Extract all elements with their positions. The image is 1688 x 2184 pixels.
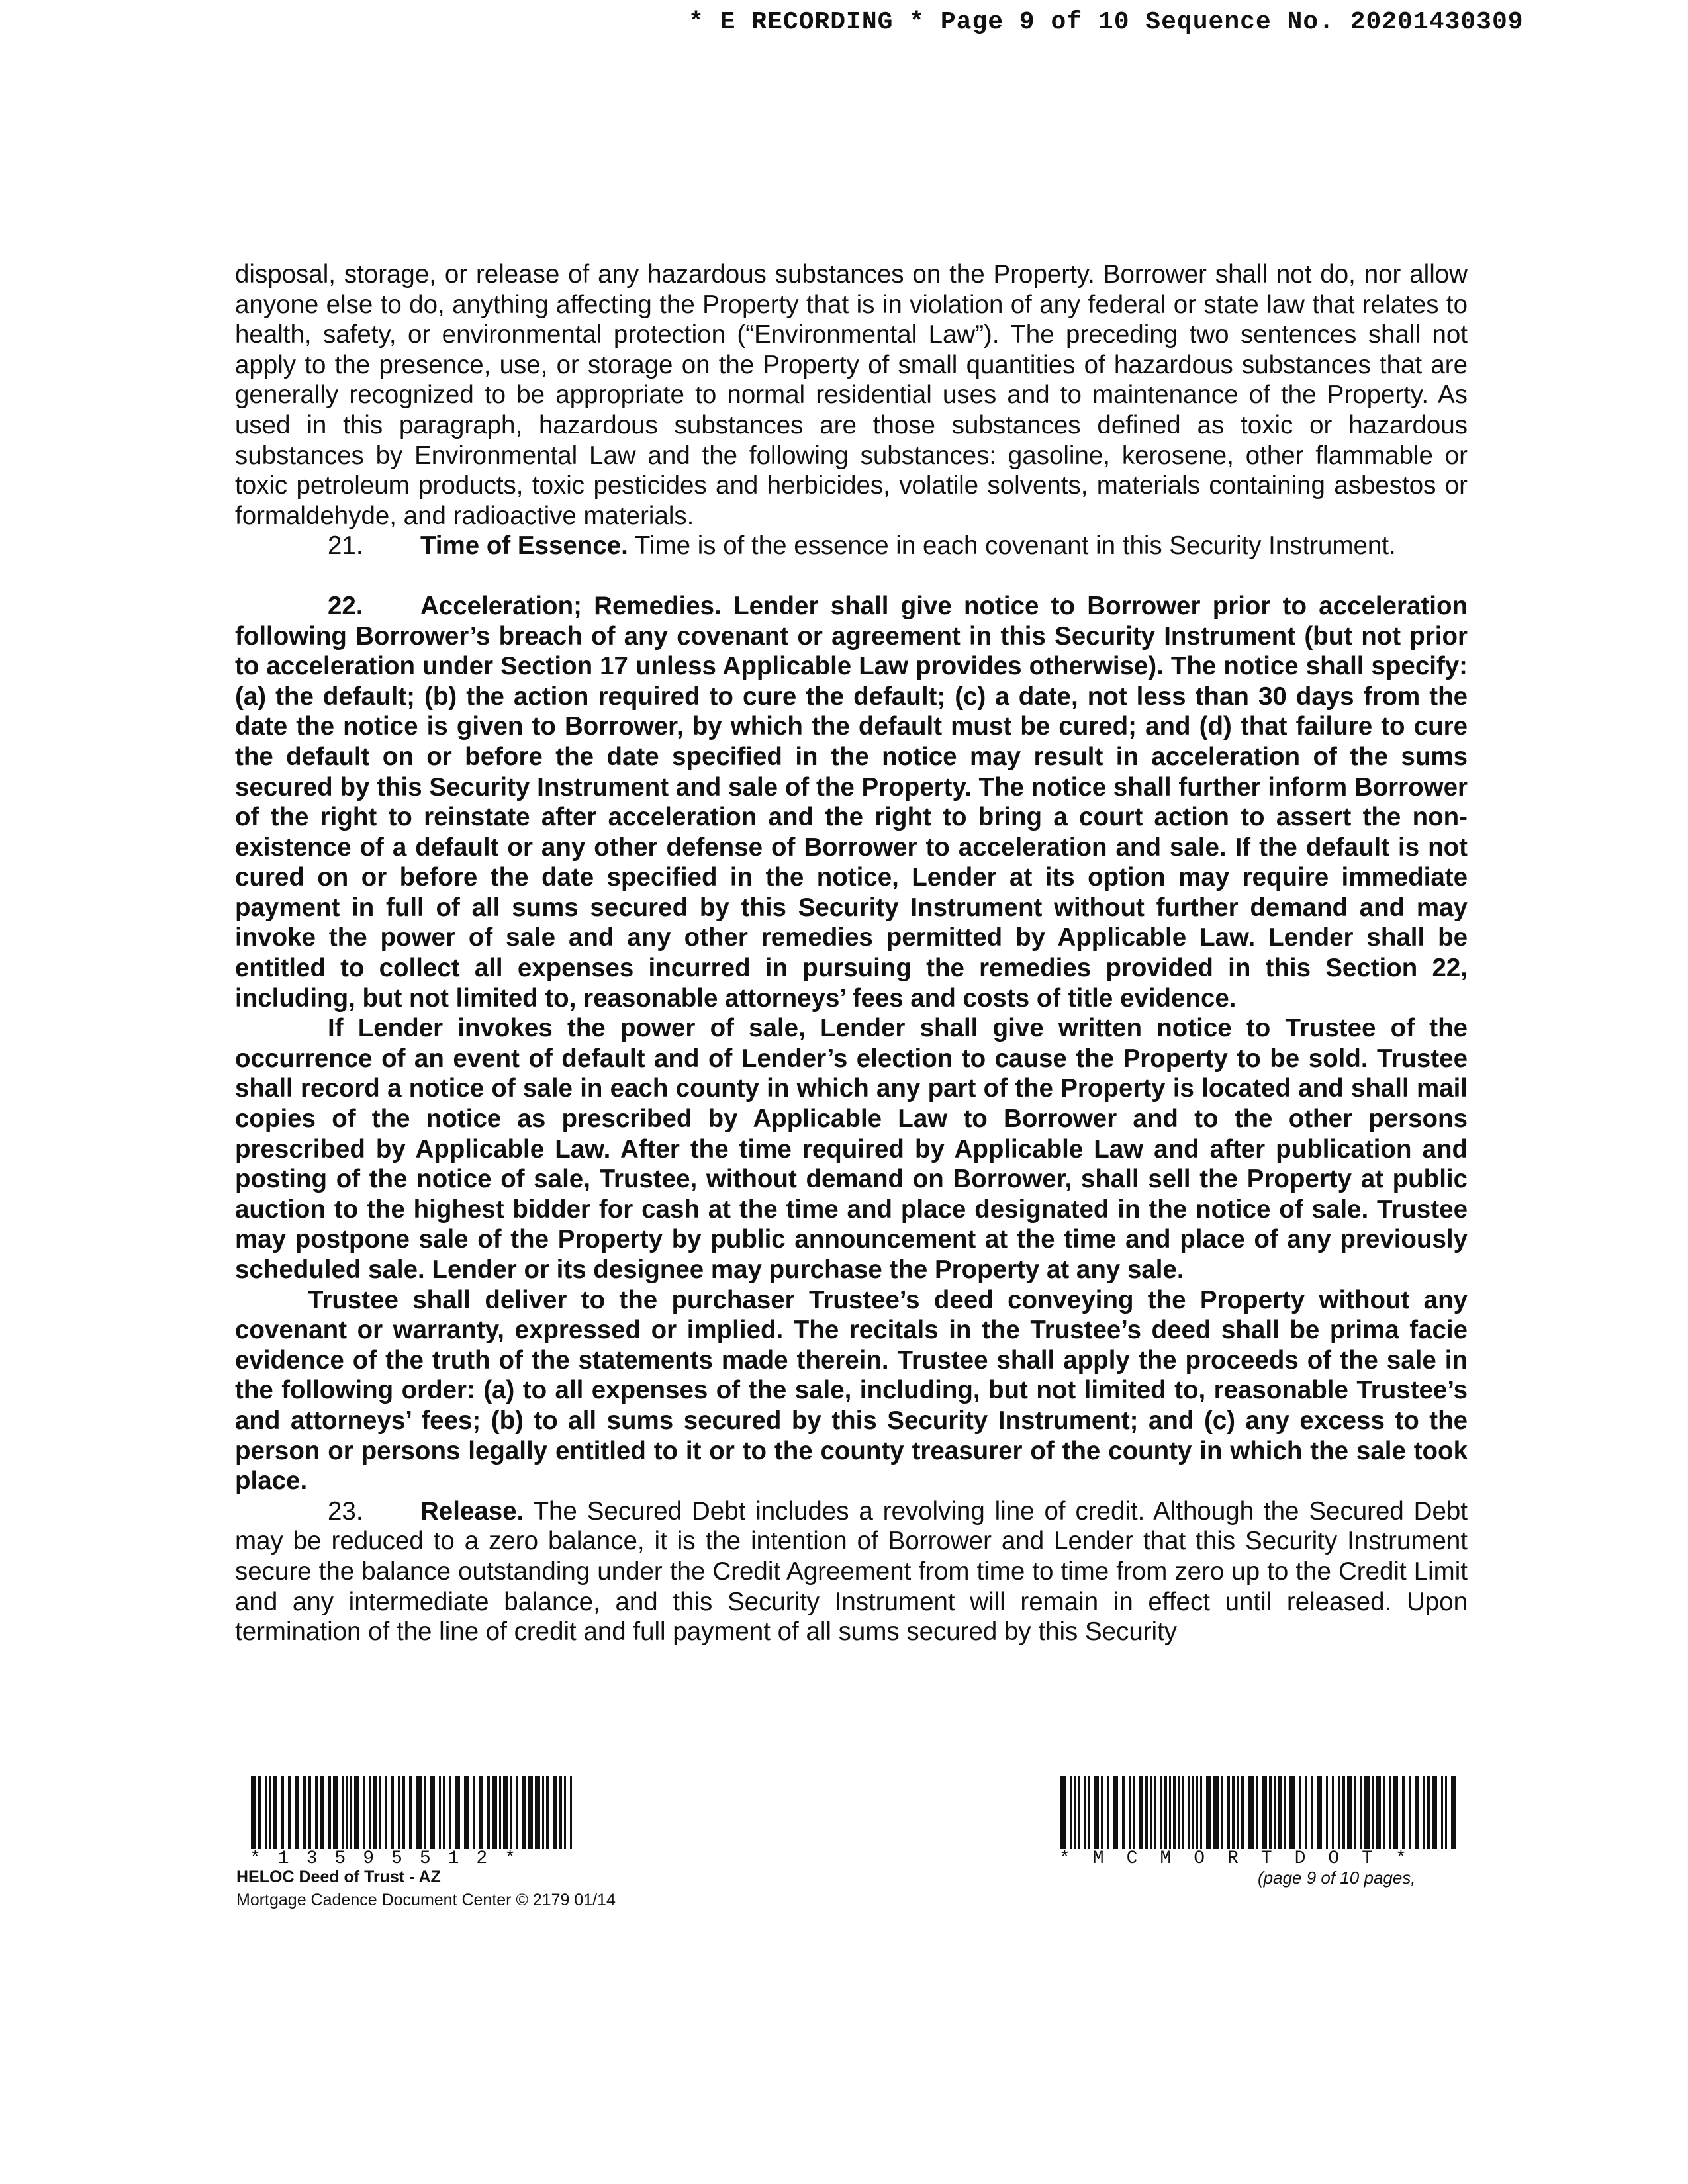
section-23-text: The Secured Debt includes a revolving line of credit. Although the Secured Debt may be reduced to a zero balance, it is the intention of Borrower and Lender that this Security Instrument secure the balance outstanding under the Credit Agreement from time to time from zero up to the Credit Limit and any intermediate balance, and this Security Instrument will remain in effect until released. Upon termination of the line of credit and full payment of all sums secured by this Security [235, 1496, 1468, 1647]
barcode-bar [1383, 1776, 1385, 1849]
barcode-bar [1338, 1776, 1340, 1849]
barcode-bar [1150, 1776, 1152, 1849]
section-23 [235, 1496, 1468, 1647]
barcode-bar [328, 1776, 331, 1849]
barcode-bar [1354, 1776, 1356, 1849]
barcode-bar [1169, 1776, 1171, 1849]
barcode-bar [1154, 1776, 1156, 1849]
barcode-bar [295, 1776, 299, 1849]
barcode-bar [1227, 1776, 1230, 1849]
barcode-bars-left [250, 1776, 579, 1849]
barcode-bar [342, 1776, 344, 1849]
barcode-bar [1441, 1776, 1443, 1849]
barcode-bar [369, 1776, 371, 1849]
barcode-bar [1084, 1776, 1086, 1849]
barcode-bar [398, 1776, 400, 1849]
barcode-bar [1188, 1776, 1190, 1849]
barcode-bar [288, 1776, 291, 1849]
barcode-bar [1178, 1776, 1180, 1849]
barcode-bar [402, 1776, 405, 1849]
barcode-bar [1423, 1776, 1425, 1849]
section-22-power-of-sale: If Lender invokes the power of sale, Lender shall give written notice to Trustee of the occurrence of an event of default and of Lender’s election to cause the Property to be sold. Trustee shall record a notice of sale in each county in which any part of the Property is located and shall mail copies of the notice as prescribed by Applicable Law to Borrower and to the other persons prescribed by Applicable Law. After the time required by Applicable Law and after publication and posting of the notice of sale, Trustee, without demand on Borrower, shall sell the Property at public auction to the highest bidder for cash at the time and place designated in the notice of sale. Trustee may postpone sale of the Property by public announcement at the time and place of any previously scheduled sale. Lender or its designee may purchase the Property at any sale. [235, 1014, 1468, 1284]
barcode-bar [499, 1776, 501, 1849]
barcode-bar [1284, 1776, 1286, 1849]
barcode-bar [1432, 1776, 1437, 1849]
barcode-bar [1342, 1776, 1345, 1849]
barcode-bar [1122, 1776, 1125, 1849]
barcode-bar [1262, 1776, 1267, 1849]
barcode-bar [464, 1776, 469, 1849]
section-22-trustee-deed: Trustee shall deliver to the purchaser Trustee’s deed conveying the Property without any covenant or warranty, expressed or implied. The recitals in the Trustee’s deed shall be prima facie evidence of the truth of the statements made therein. Trustee shall apply the proceeds of the sale in the following order: (a) to all expenses of the sale, including, but not limited to, reasonable Trustee’s and attorneys’ fees; (b) to all sums secured by this Security Instrument; and (c) any excess to the person or persons legally entitled to it or to the county treasurer of the county in which the sale took place. [235, 1285, 1468, 1496]
section-23-number: 23. [328, 1496, 363, 1525]
barcode-bar [1107, 1776, 1109, 1849]
barcode-bar [1164, 1776, 1167, 1849]
barcode-bar [379, 1776, 381, 1849]
barcode-bar [424, 1776, 426, 1849]
recording-header: * E RECORDING * Page 9 of 10 Sequence No. 20201430309 [688, 8, 1524, 36]
barcode-bar [516, 1776, 518, 1849]
barcode-bar [333, 1776, 338, 1849]
barcode-bar [1145, 1776, 1148, 1849]
barcode-bar [430, 1776, 435, 1849]
page-indicator: (page 9 of 10 pages, [1258, 1868, 1416, 1888]
barcode-bar [373, 1776, 377, 1849]
barcode-bar [281, 1776, 284, 1849]
barcode-bar [1074, 1776, 1076, 1849]
form-source: Mortgage Cadence Document Center © 2179 01/14 [236, 1891, 616, 1909]
barcode-bar [1192, 1776, 1194, 1849]
barcode-bar [1129, 1776, 1131, 1849]
barcode-bar [1196, 1776, 1198, 1849]
barcode-bar [1221, 1776, 1223, 1849]
barcode-bar [385, 1776, 387, 1849]
barcode-bar [1402, 1776, 1405, 1849]
barcode-bar [1311, 1776, 1313, 1849]
barcode-bar [479, 1776, 483, 1849]
barcode-bar [528, 1776, 533, 1849]
barcode-bar [1133, 1776, 1135, 1849]
section-22 [235, 591, 1468, 1013]
barcode-bar [391, 1776, 394, 1849]
barcode-bar [1078, 1776, 1080, 1849]
barcode-bar [1248, 1776, 1254, 1849]
barcode-bar [1299, 1776, 1301, 1849]
barcode-bar [409, 1776, 412, 1849]
section-23-title: Release. [420, 1496, 524, 1525]
document-body [235, 259, 1468, 1647]
barcode-bar [449, 1776, 451, 1849]
barcode-bar [1427, 1776, 1430, 1849]
barcode-left-caption: *13595512* [250, 1848, 534, 1869]
section-22-number: 22. [328, 591, 363, 620]
barcode-bar [559, 1776, 562, 1849]
barcode-bar [1409, 1776, 1411, 1849]
barcode-bar [1070, 1776, 1072, 1849]
barcode-bar [1274, 1776, 1276, 1849]
barcode-bar [564, 1776, 566, 1849]
barcode-bar [503, 1776, 508, 1849]
barcode-bar [1088, 1776, 1090, 1849]
barcode-bar [1372, 1776, 1374, 1849]
section-22-title: Acceleration; Remedies. [420, 591, 722, 620]
section-21-text: Time is of the essence in each covenant in this Security Instrument. [634, 531, 1396, 561]
barcode-bar [1237, 1776, 1239, 1849]
barcode-bar [251, 1776, 256, 1849]
barcode-bar [1160, 1776, 1162, 1849]
barcode-bar [416, 1776, 422, 1849]
barcode-bar [1389, 1776, 1391, 1849]
barcode-bar [553, 1776, 557, 1849]
barcode-bar [308, 1776, 311, 1849]
barcode-bar [1269, 1776, 1272, 1849]
barcode-bar [1060, 1776, 1066, 1849]
barcode-bar [303, 1776, 306, 1849]
barcode-bar [1451, 1776, 1456, 1849]
barcode-bars-right [1059, 1776, 1456, 1849]
section-21-number: 21. [328, 531, 363, 561]
section-21 [235, 531, 1468, 561]
barcode-bar [455, 1776, 460, 1849]
barcode-bar [510, 1776, 512, 1849]
barcode-bar [269, 1776, 271, 1849]
barcode-bar [320, 1776, 324, 1849]
document-id-barcode [250, 1776, 579, 1869]
barcode-bar [487, 1776, 490, 1849]
form-code-barcode [1059, 1776, 1456, 1869]
barcode-bar [1094, 1776, 1099, 1849]
barcode-bar [350, 1776, 352, 1849]
barcode-bar [1182, 1776, 1184, 1849]
barcode-bar [1278, 1776, 1282, 1849]
barcode-bar [570, 1776, 572, 1849]
barcode-bar [1206, 1776, 1211, 1849]
barcode-bar [1241, 1776, 1244, 1849]
barcode-bar [1213, 1776, 1219, 1849]
barcode-bar [522, 1776, 526, 1849]
barcode-bar [1376, 1776, 1381, 1849]
barcode-bar [443, 1776, 445, 1849]
barcode-bar [363, 1776, 365, 1849]
paragraph-gap [235, 561, 1468, 591]
barcode-bar [542, 1776, 544, 1849]
barcode-bar [492, 1776, 497, 1849]
barcode-bar [1305, 1776, 1307, 1849]
barcode-bar [273, 1776, 277, 1849]
barcode-bar [1173, 1776, 1176, 1849]
barcode-bar [265, 1776, 267, 1849]
barcode-bar [1347, 1776, 1352, 1849]
barcode-bar [354, 1776, 359, 1849]
barcode-bar [1113, 1776, 1118, 1849]
barcode-bar [473, 1776, 475, 1849]
barcode-bar [1256, 1776, 1258, 1849]
barcode-bar [258, 1776, 261, 1849]
paragraph-hazardous-substances: disposal, storage, or release of any hazardous substances on the Property. Borrower shall not do, nor allow anyone else to do, anything affecting the Property that is in violation of any federal or state law that relates to health, safety, or environmental protection (“Environmental Law”). The preceding two sentences shall not apply to the presence, use, or storage on the Property of small quantities of hazardous substances that are generally recognized to be appropriate to normal residential uses and to maintenance of the Property. As used in this paragraph, hazardous substances are those substances defined as toxic or hazardous substances by Environmental Law and the following substances: gasoline, kerosene, other flammable or toxic petroleum products, toxic pesticides and herbicides, volatile solvents, materials containing asbestos or formaldehyde, and radioactive materials. [235, 260, 1468, 530]
barcode-bar [315, 1776, 318, 1849]
section-21-title: Time of Essence. [420, 531, 628, 561]
section-22-text: Lender shall give notice to Borrower prior to acceleration following Borrower’s breach of any covenant or agreement in this Security Instrument (but not prior to acceleration under Section 17 unless Applicable Law provides otherwise). The notice shall specify: (a) the default; (b) the action required to cure the default; (c) a date, not less than 30 days from the date the notice is given to Borrower, by which the default must be cured; and (d) that failure to cure the default on or before the date specified in the notice may result in acceleration of the sums secured by this Security Instrument and sale of the Property. The notice shall further inform Borrower of the right to reinstate after acceleration and the right to bring a court action to assert the non-existence of a default or any other defense of Borrower to acceleration and sale. If the default is not cured on or before the date specified in the notice, Lender at its option may require immediate payment in full of all sums secured by this Security Instrument without further demand and may invoke the power of sale and any other remedies permitted by Applicable Law. Lender shall be entitled to collect all expenses incurred in pursuing the remedies provided in this Section 22, including, but not limited to, reasonable attorneys’ fees and costs of title evidence. [235, 591, 1468, 1013]
barcode-bar [1415, 1776, 1419, 1849]
barcode-bar [1200, 1776, 1202, 1849]
barcode-bar [1360, 1776, 1362, 1849]
barcode-right-caption: *MCMORTDOT* [1059, 1848, 1429, 1869]
barcode-bar [1289, 1776, 1295, 1849]
barcode-bar [1317, 1776, 1322, 1849]
barcode-bar [346, 1776, 348, 1849]
barcode-bar [1232, 1776, 1235, 1849]
barcode-bar [546, 1776, 549, 1849]
barcode-bar [1364, 1776, 1370, 1849]
form-title: HELOC Deed of Trust - AZ [236, 1868, 441, 1886]
barcode-bar [1101, 1776, 1103, 1849]
barcode-bar [1393, 1776, 1398, 1849]
barcode-bar [1139, 1776, 1143, 1849]
barcode-bar [535, 1776, 540, 1849]
barcode-bar [1326, 1776, 1328, 1849]
barcode-bar [1332, 1776, 1334, 1849]
barcode-bar [1445, 1776, 1447, 1849]
barcode-bar [439, 1776, 441, 1849]
